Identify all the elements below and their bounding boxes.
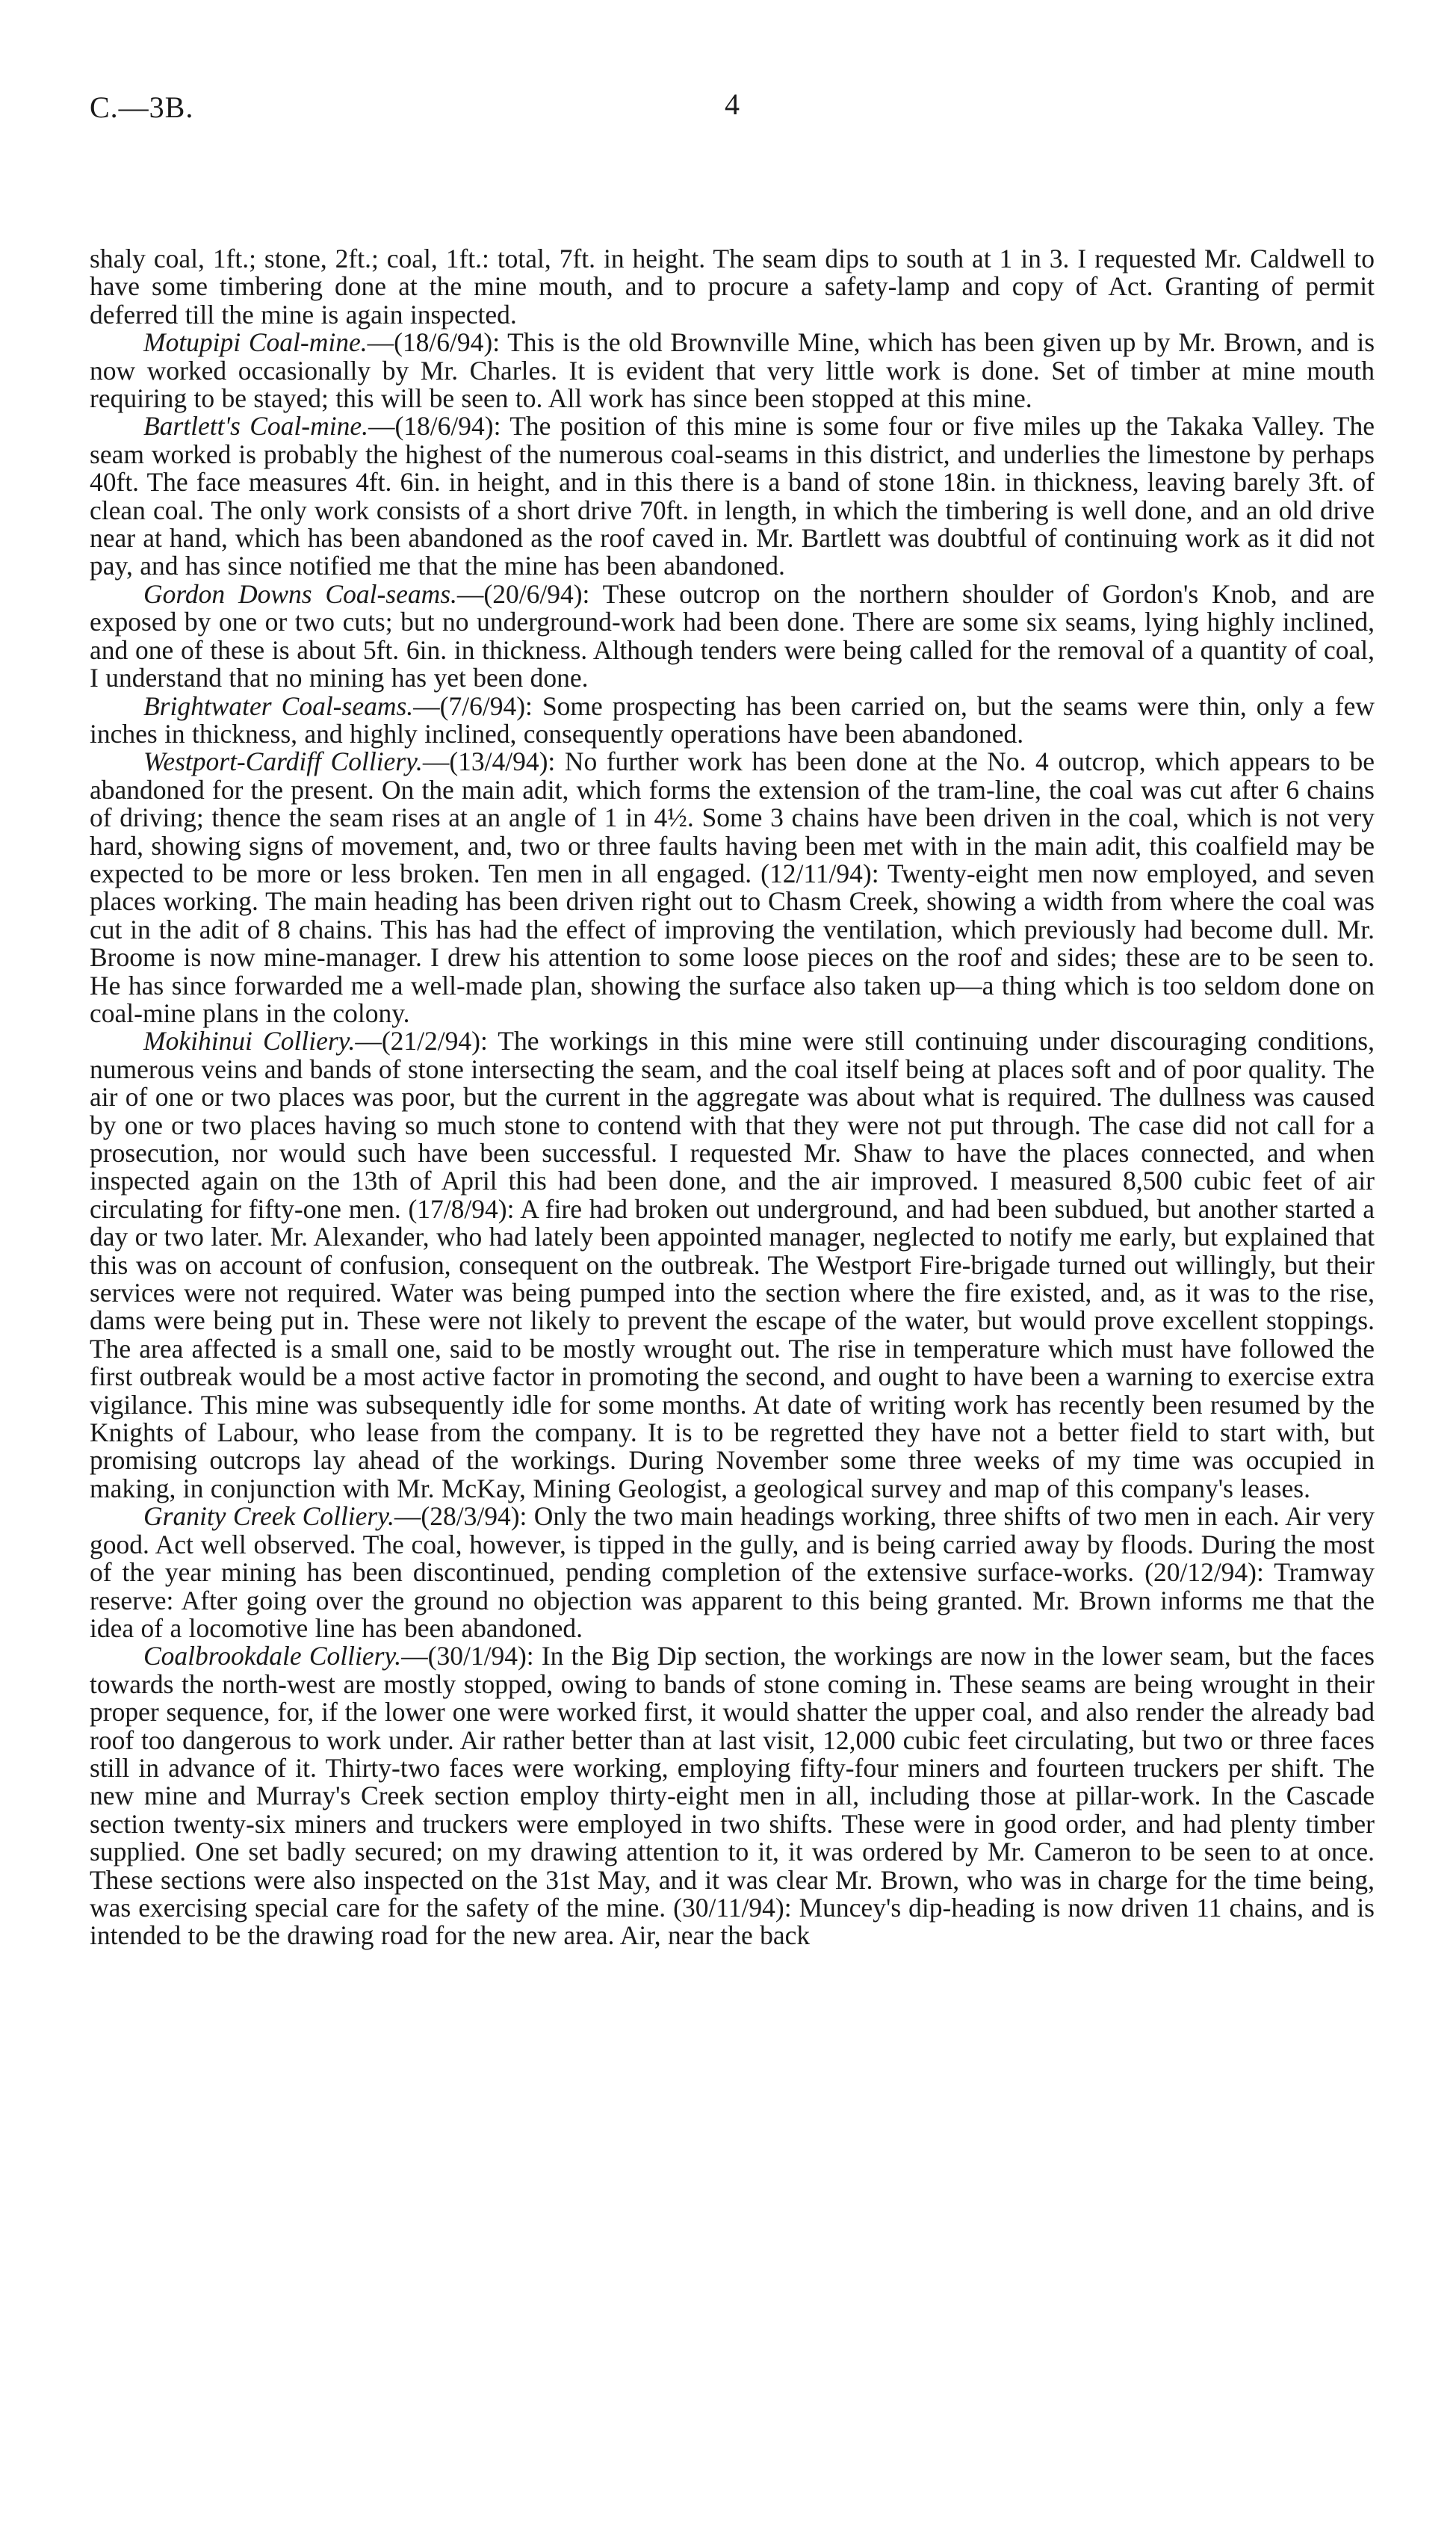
paragraph-title: Brightwater Coal-seams. bbox=[143, 690, 414, 721]
page-number: 4 bbox=[725, 87, 740, 121]
paragraph-continuation bbox=[90, 245, 1375, 329]
paragraph-text: —(7/6/94): Some prospecting has been carried on, but the seams were thin, only a few inches in thickness, and highly inclined, consequently operations have been abandoned. bbox=[90, 690, 1375, 749]
paragraph-text: —(21/2/94): The workings in this mine were still continuing under discouraging conditions, numerous veins and bands of stone intersecting the seam, and the coal itself being at places soft and of poor quality. The air of one or two places was poor, but the current in the aggregate was about what is required. The dullness was caused by one or two places having so much stone to contend with that they were not put through. The case did not call for a prosecution, nor would such have been successful. I requested Mr. Shaw to have the places connected, and when inspected again on the 13th of April this had been done, and the air improved. I measured 8,500 cubic feet of air circulating for fifty-one men. (17/8/94): A fire had broken out underground, and had been subdued, but another started a day or two later. Mr. Alexander, who had lately been appointed manager, neglected to notify me early, but explained that this was on account of confusion, consequent on the outbreak. The Westport Fire-brigade turned out willingly, but their services were not required. Water was being pumped into the section where the fire existed, and, as it was to the rise, dams were being put in. These were not likely to prevent the escape of the water, but would prove excellent stoppings. The area affected is a small one, said to be mostly wrought out. The rise in temperature which must have followed the first outbreak would be a most active factor in promoting the second, and ought to have been a warning to exercise extra vigilance. This mine was subsequently idle for some months. At date of writing work has recently been resumed by the Knights of Labour, who lease from the company. It is to be regretted they have not a better field to start with, but promising outcrops lay ahead of the workings. During November some three weeks of my time was occupied in making, in conjunction with Mr. McKay, Mining Geologist, a geological survey and map of this company's leases. bbox=[90, 1026, 1375, 1503]
paragraph-text: —(18/6/94): This is the old Brownville Mine, which has been given up by Mr. Brown, and is now worked occasionally by Mr. Charles. It is evident that very little work is done. Set of timber at mine mouth requiring to be stayed; this will be seen to. All work has since been stopped at this mine. bbox=[90, 327, 1375, 414]
paragraph-bartletts bbox=[90, 412, 1375, 580]
paragraph-brightwater bbox=[90, 690, 1375, 749]
page-header bbox=[90, 84, 1375, 143]
paragraph-westport-cardiff bbox=[90, 748, 1375, 1027]
paragraph-motupipi bbox=[90, 329, 1375, 412]
paragraph-title: Mokihinui Colliery. bbox=[143, 1026, 356, 1057]
document-code: C.—3B. bbox=[90, 90, 194, 124]
paragraph-title: Coalbrookdale Colliery. bbox=[143, 1641, 402, 1671]
paragraph-title: Gordon Downs Coal-seams. bbox=[143, 578, 457, 609]
paragraph-text: —(18/6/94): The position of this mine is some four or five miles up the Takaka Valley. The seam worked is probably the highest of the numerous coal-seams in this district, and underlies the limestone by perhaps 40ft. The face measures 4ft. 6in. in height, and in this there is a band of stone 18in. in thickness, leaving barely 3ft. of clean coal. The only work consists of a short drive 70ft. in length, in which the timbering is well done, and an old drive near at hand, which has been abandoned as the roof caved in. Mr. Bartlett was doubtful of continuing work as it did not pay, and has since notified me that the mine has been abandoned. bbox=[90, 411, 1375, 581]
paragraph-text: —(13/4/94): No further work has been done at the No. 4 outcrop, which appears to be abandoned for the present. On the main adit, which forms the extension of the tram-line, the coal was cut after 6 chains of driving; thence the seam rises at an angle of 1 in 4½. Some 3 chains have been driven in the coal, which is not very hard, showing signs of movement, and, two or three faults having been met with in the main adit, this coalfield may be expected to be more or less broken. Ten men in all engaged. (12/11/94): Twenty-eight men now employed, and seven places working. The main heading has been driven right out to Chasm Creek, showing a width from where the coal was cut in the adit of 8 chains. This has had the effect of improving the ventilation, which previously had become dull. Mr. Broome is now mine-manager. I drew his attention to some loose pieces on the roof and sides; these are to be seen to. He has since forwarded me a well-made plan, showing the surface also taken up—a thing which is too seldom done on coal-mine plans in the colony. bbox=[90, 746, 1375, 1028]
report-body bbox=[90, 245, 1375, 1950]
paragraph-text: —(30/1/94): In the Big Dip section, the workings are now in the lower seam, but the faces towards the north-west are mostly stopped, owing to bands of stone coming in. These seams are being wrought in their proper sequence, for, if the lower one were worked first, it would shatter the upper coal, and also render the already bad roof too dangerous to work under. Air rather better than at last visit, 12,000 cubic feet circulating, but two or three faces still in advance of it. Thirty-two faces were working, employing fifty-four miners and fourteen truckers per shift. The new mine and Murray's Creek section employ thirty-eight men in all, including those at pillar-work. In the Cascade section twenty-six miners and truckers were employed in two shifts. These were in good order, and had plenty timber supplied. One set badly secured; on my drawing attention to it, it was ordered by Mr. Cameron to be seen to at once. These sections were also inspected on the 31st May, and it was clear Mr. Brown, who was in charge for the time being, was exercising special care for the safety of the mine. (30/11/94): Muncey's dip-heading is now driven 11 chains, and is intended to be the drawing road for the new area. Air, near the back bbox=[90, 1641, 1375, 1951]
paragraph-text: shaly coal, 1ft.; stone, 2ft.; coal, 1ft.: total, 7ft. in height. The seam dips to south at 1 in 3. I requested Mr. Caldwell to have some timbering done at the mine mouth, and to procure a safety-lamp and copy of Act. Granting of permit deferred till the mine is again inspected. bbox=[90, 244, 1375, 330]
paragraph-gordon-downs bbox=[90, 578, 1375, 693]
paragraph-title: Bartlett's Coal-mine. bbox=[143, 411, 368, 442]
paragraph-granity-creek bbox=[90, 1503, 1375, 1642]
paragraph-title: Granity Creek Colliery. bbox=[143, 1501, 394, 1532]
paragraph-coalbrookdale bbox=[90, 1642, 1375, 1949]
paragraph-title: Westport-Cardiff Colliery. bbox=[143, 746, 423, 777]
paragraph-mokihinui bbox=[90, 1027, 1375, 1503]
document-page bbox=[90, 84, 1375, 1950]
paragraph-text: —(20/6/94): These outcrop on the northern shoulder of Gordon's Knob, and are exposed by one or two cuts; but no underground-work had been done. There are some six seams, lying highly inclined, and one of these is about 5ft. 6in. in thickness. Although tenders were being called for the removal of a quantity of coal, I understand that no mining has yet been done. bbox=[90, 578, 1375, 693]
paragraph-title: Motupipi Coal-mine. bbox=[143, 327, 368, 358]
paragraph-text: —(28/3/94): Only the two main headings working, three shifts of two men in each. Air very good. Act well observed. The coal, however, is tipped in the gully, and is being carried away by floods. During the most of the year mining has been discontinued, pending completion of the extensive surface-works. (20/12/94): Tramway reserve: After going over the ground no objection was apparent to this being granted. Mr. Brown informs me that the idea of a locomotive line has been abandoned. bbox=[90, 1501, 1375, 1643]
